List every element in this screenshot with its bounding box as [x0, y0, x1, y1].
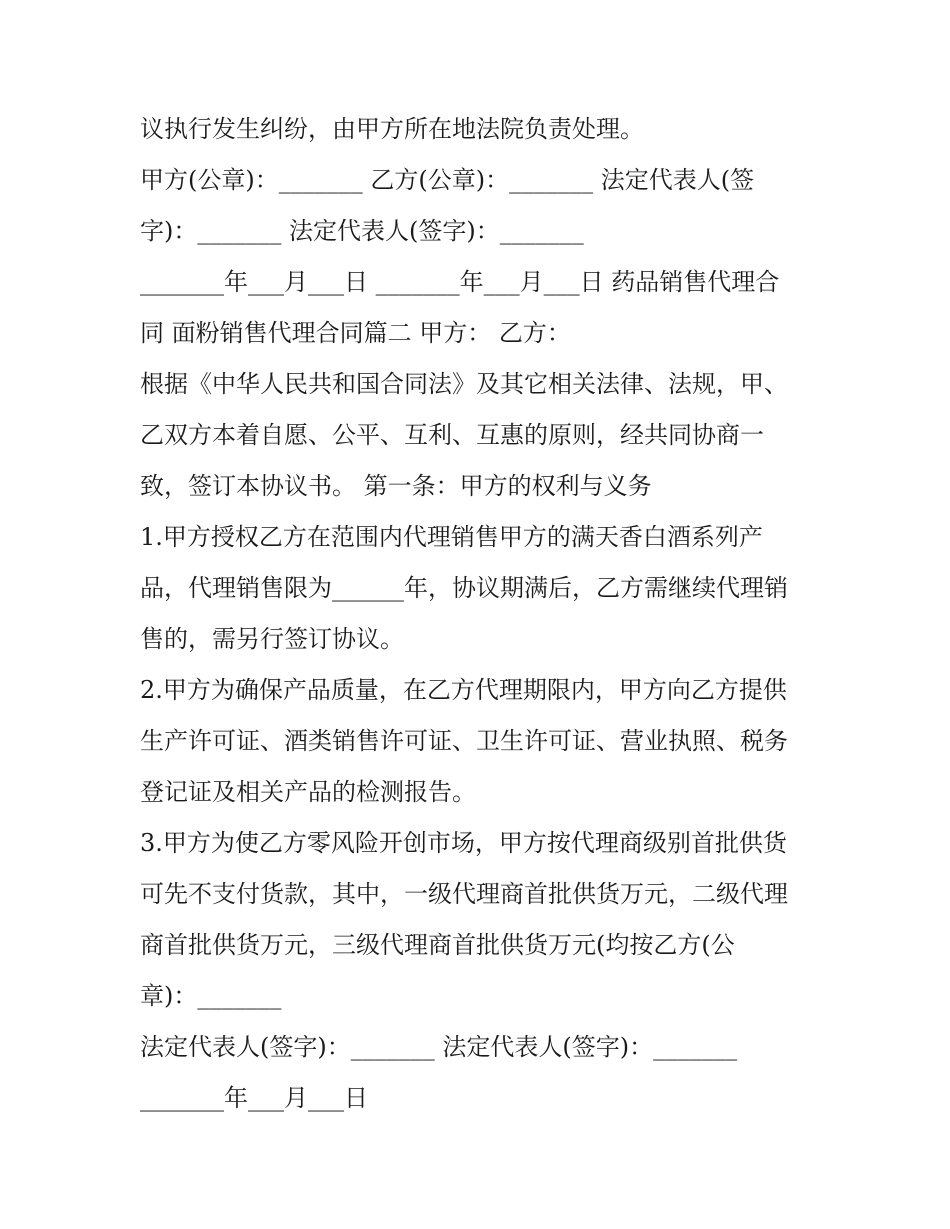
text-line: 议执行发生纠纷，由甲方所在地法院负责处理。	[140, 115, 644, 143]
text-line: 1.甲方授权乙方在范围内代理销售甲方的满天香白酒系列产	[140, 523, 763, 551]
text-line: 3.甲方为使乙方零风险开创市场，甲方按代理商级别首批供货	[140, 829, 787, 857]
text-line: 法定代表人(签字)：_______ 法定代表人(签字)：_______	[140, 1033, 738, 1061]
text-line: 乙双方本着自愿、公平、互利、互惠的原则，经共同协商一	[140, 421, 764, 449]
text-line: 根据《中华人民共和国合同法》及其它相关法律、法规，甲、	[140, 370, 788, 398]
text-line: _______年___月___日	[140, 1084, 368, 1112]
document-body	[140, 104, 830, 1124]
text-line: 商首批供货万元，三级代理商首批供货万元(均按乙方(公	[140, 931, 735, 959]
text-line: 章)：_______	[140, 982, 282, 1010]
text-line: 生产许可证、酒类销售许可证、卫生许可证、营业执照、税务	[140, 727, 788, 755]
text-line: 登记证及相关产品的检测报告。	[140, 778, 476, 806]
text-line: _______年___月___日 _______年___月___日 药品销售代理合	[140, 268, 780, 296]
text-line: 字)：_______ 法定代表人(签字)：_______	[140, 217, 584, 245]
text-line: 同 面粉销售代理合同篇二 甲方： 乙方：	[140, 319, 571, 347]
text-line: 2.甲方为确保产品质量，在乙方代理期限内，甲方向乙方提供	[140, 676, 787, 704]
text-line: 品，代理销售限为______年，协议期满后，乙方需继续代理销	[140, 574, 788, 602]
text-line: 甲方(公章)：_______ 乙方(公章)：_______ 法定代表人(签	[140, 166, 755, 194]
text-line: 致，签订本协议书。 第一条：甲方的权利与义务	[140, 472, 652, 500]
text-line: 可先不支付货款，其中，一级代理商首批供货万元，二级代理	[140, 880, 788, 908]
text-line: 售的，需另行签订协议。	[140, 625, 404, 653]
